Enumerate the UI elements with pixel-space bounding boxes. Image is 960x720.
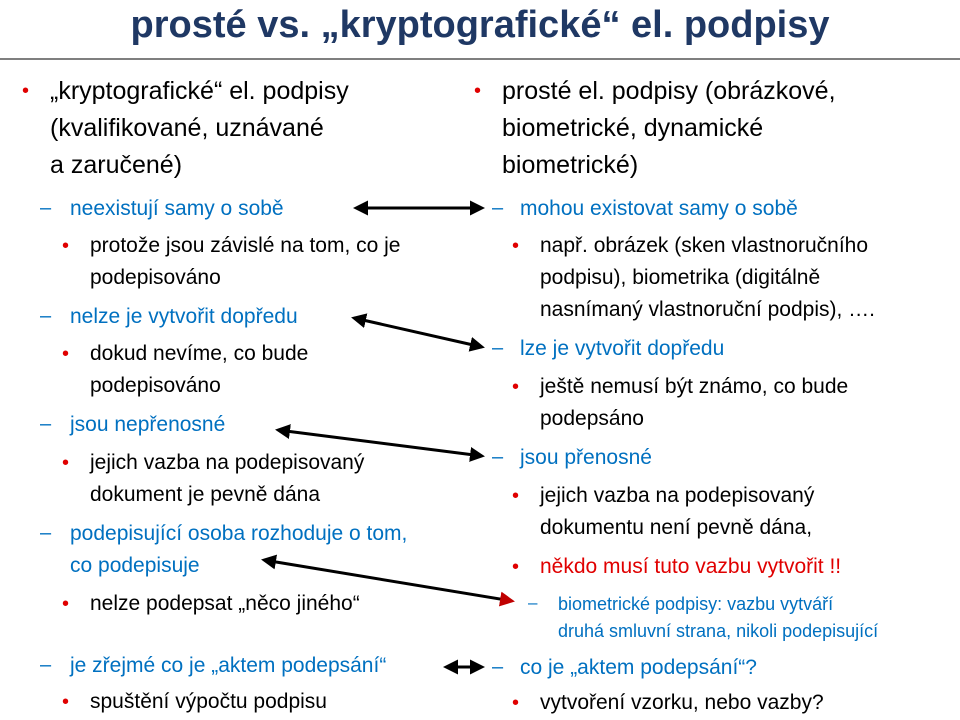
left-subpoint: dokument je pevně dána — [90, 483, 321, 506]
left-point: neexistují samy o sobě — [70, 197, 284, 220]
bullet-icon: • — [22, 80, 30, 102]
left-heading-line: a zaručené) — [50, 151, 183, 179]
dash-icon: – — [40, 413, 52, 435]
dash-icon: – — [40, 522, 52, 544]
right-subpoint: jejich vazba na podepisovaný — [540, 484, 815, 507]
dash-icon: – — [40, 654, 52, 676]
right-point: lze je vytvořit dopředu — [520, 337, 725, 360]
left-heading-line: (kvalifikované, uznávané — [50, 114, 324, 142]
right-subpoint: např. obrázek (sken vlastnoručního — [540, 234, 869, 257]
left-subpoint: jejich vazba na podepisovaný — [90, 451, 365, 474]
right-subpoint: ještě nemusí být známo, co bude — [540, 375, 849, 398]
slide-title: prosté vs. „kryptografické“ el. podpisy — [130, 4, 830, 46]
right-heading-line: biometrické, dynamické — [502, 114, 764, 142]
left-subpoint: protože jsou závislé na tom, co je — [90, 234, 401, 257]
right-subpoint: nasnímaný vlastnoruční podpis), …. — [540, 298, 875, 321]
bullet-icon: • — [62, 452, 70, 474]
dash-icon: – — [492, 337, 504, 359]
bullet-icon: • — [62, 343, 70, 365]
right-point: co je „aktem podepsání“? — [520, 656, 757, 679]
left-point: nelze je vytvořit dopředu — [70, 305, 298, 328]
dash-icon: – — [492, 656, 504, 678]
bullet-icon: • — [512, 235, 520, 257]
right-subpoint: podepsáno — [540, 407, 644, 430]
bullet-icon: • — [62, 691, 70, 713]
right-heading-line: biometrické) — [502, 151, 639, 179]
right-subsubpoint: biometrické podpisy: vazbu vytváří — [558, 594, 834, 614]
bullet-icon: • — [512, 485, 520, 507]
bullet-icon: • — [62, 593, 70, 615]
left-subpoint: podepisováno — [90, 374, 221, 397]
left-subpoint: spuštění výpočtu podpisu — [90, 690, 327, 713]
right-point: jsou přenosné — [520, 446, 652, 469]
arrow-icon — [264, 560, 512, 601]
bullet-icon: • — [62, 235, 70, 257]
right-subpoint: dokumentu není pevně dána, — [540, 516, 813, 539]
dash-icon: – — [528, 593, 538, 612]
dash-icon: – — [40, 305, 52, 327]
right-subpoint: podpisu), biometrika (digitálně — [540, 266, 821, 289]
right-subpoint-warning: někdo musí tuto vazbu vytvořit !! — [540, 555, 842, 578]
left-point: jsou nepřenosné — [70, 413, 226, 436]
left-heading-line: „kryptografické“ el. podpisy — [50, 77, 349, 105]
dash-icon: – — [492, 446, 504, 468]
left-point: co podepisuje — [70, 554, 200, 577]
bullet-icon: • — [512, 556, 520, 578]
bullet-icon: • — [512, 376, 520, 398]
left-subpoint: dokud nevíme, co bude — [90, 342, 309, 365]
dash-icon: – — [40, 197, 52, 219]
bullet-icon: • — [512, 692, 520, 714]
left-subpoint: nelze podepsat „něco jiného“ — [90, 592, 360, 615]
bullet-icon: • — [474, 80, 482, 102]
left-subpoint: podepisováno — [90, 266, 221, 289]
left-point: podepisující osoba rozhoduje o tom, — [70, 522, 408, 545]
right-subpoint: vytvoření vzorku, nebo vazby? — [540, 691, 824, 714]
left-point: je zřejmé co je „aktem podepsání“ — [70, 654, 387, 677]
arrow-icon — [278, 430, 482, 456]
arrow-icon — [354, 318, 482, 347]
right-subsubpoint: druhá smluvní strana, nikoli podepisující — [558, 621, 879, 641]
right-heading-line: prosté el. podpisy (obrázkové, — [502, 77, 836, 105]
right-point: mohou existovat samy o sobě — [520, 197, 798, 220]
dash-icon: – — [492, 197, 504, 219]
